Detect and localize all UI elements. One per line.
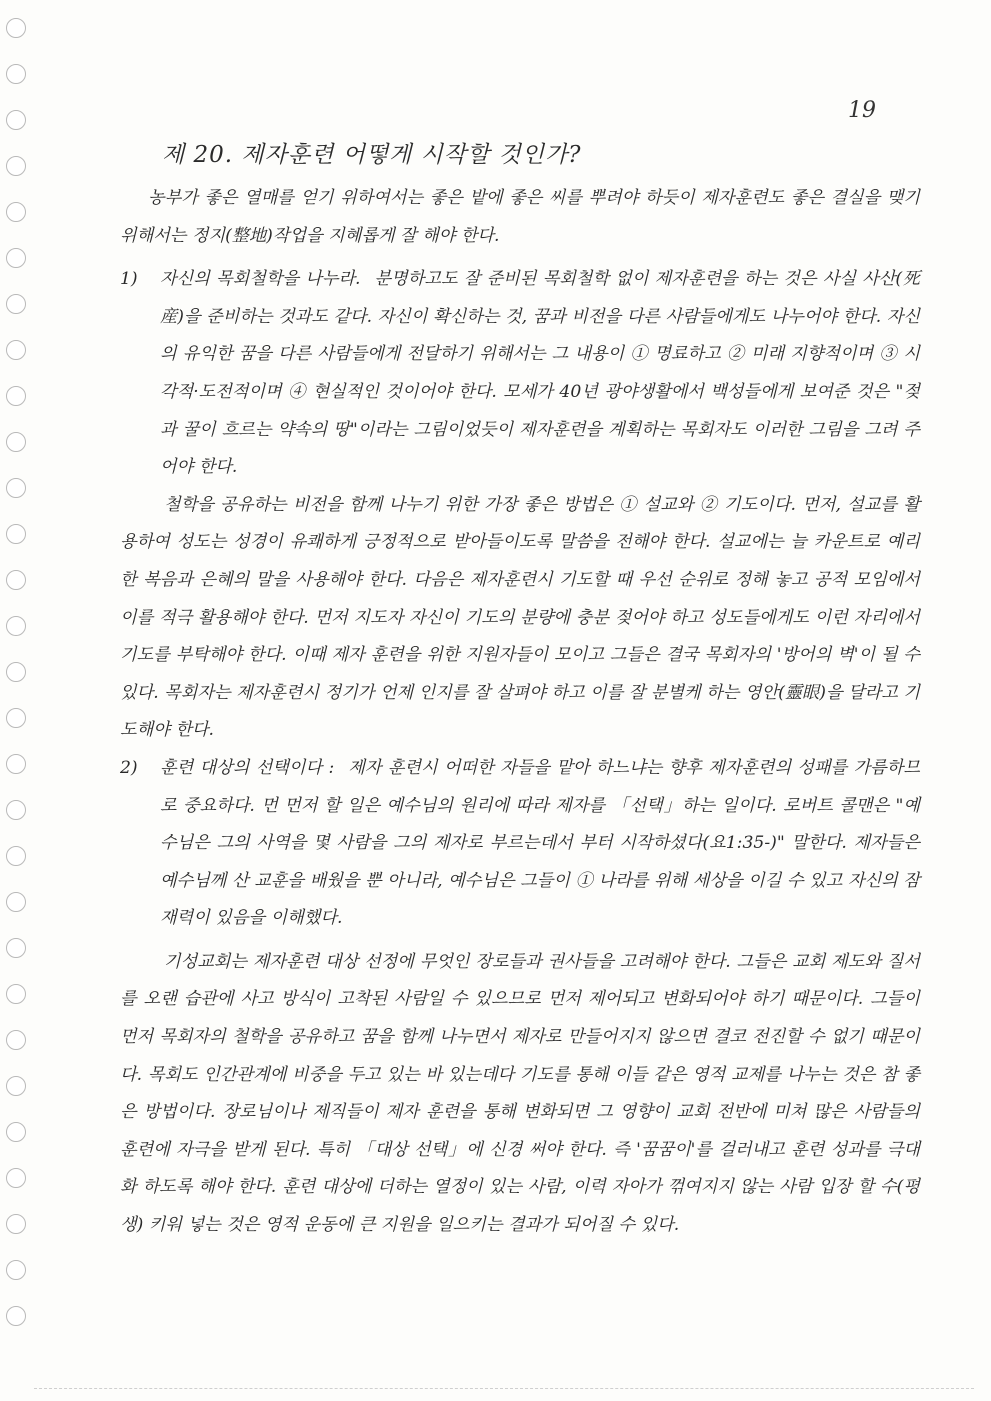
binder-hole <box>6 892 26 912</box>
section-2 <box>120 750 920 938</box>
binder-hole <box>6 754 26 774</box>
chapter-title: 제 20. 제자훈련 어떻게 시작할 것인가? <box>162 142 582 168</box>
binder-hole <box>6 846 26 866</box>
binder-hole <box>6 1122 26 1142</box>
section-paragraph: 제자 훈련시 어떠한 자들을 맡아 하느냐는 향후 제자훈련의 성패를 가름하므로 중요하다. 먼 먼저 할 일은 예수님의 원리에 따라 제자를 「선택」하는 일이다. 로버트 콜맨은 "예수님은 그의 사역을 몇 사람을 그의 제자로 부르는데서 부터 시작하셨다(요1:35-)" 말한다. 제자들은 예수님께 산 교훈을 배웠을 뿐 아니라, 예수님은 그들이 ① 나라를 위해 세상을 이길 수 있고 자신의 잠재력이 있음을 이해했다. <box>160 757 920 929</box>
page-edge-line <box>34 1388 974 1389</box>
section-paragraph: 기성교회는 제자훈련 대상 선정에 무엇인 장로들과 권사들을 고려해야 한다. 그들은 교회 제도와 질서를 오랜 습관에 사고 방식이 고착된 사람일 수 있으므로 먼저 제어되고 변화되어야 하기 때문이다. 그들이 먼저 목회자의 철학을 공유하고 꿈을 함께 나누면서 제자로 만들어지지 않으면 결코 전진할 수 없기 때문이다. 목회도 인간관계에 비중을 두고 있는 바 있는데다 기도를 통해 이들 같은 영적 교제를 나누는 것은 참 좋은 방법이다. 장로님이나 제직들이 제자 훈련을 통해 변화되면 그 영향이 교회 전반에 미쳐 많은 사람들의 훈련에 자극을 받게 된다. 특히 「대상 선택」에 신경 써야 한다. 즉 '꿈꿈이'를 걸러내고 훈련 성과를 극대화 하도록 해야 한다. 훈련 대상에 더하는 열정이 있는 사람, 이력 자아가 꺾여지지 않는 사람 입장 할 수(평생) 키워 넣는 것은 영적 운동에 큰 지원을 일으키는 결과가 되어질 수 있다. <box>120 951 920 1236</box>
binder-hole <box>6 1076 26 1096</box>
binder-hole <box>6 64 26 84</box>
binder-hole <box>6 340 26 360</box>
binder-hole <box>6 248 26 268</box>
page-number: 19 <box>848 98 876 123</box>
binder-hole <box>6 110 26 130</box>
binder-hole <box>6 1306 26 1326</box>
intro-paragraph: 농부가 좋은 열매를 얻기 위하여서는 좋은 밭에 좋은 씨를 뿌려야 하듯이 제자훈련도 좋은 결실을 맺기 위해서는 정지(整地)작업을 지혜롭게 잘 해야 한다. <box>120 188 920 246</box>
page-content <box>120 136 920 1245</box>
binder-hole <box>6 570 26 590</box>
binder-hole <box>6 202 26 222</box>
section-number: 2) <box>120 757 138 778</box>
binder-hole <box>6 18 26 38</box>
binder-hole <box>6 1030 26 1050</box>
binder-hole <box>6 1214 26 1234</box>
section-body <box>160 261 920 487</box>
section-heading: 자신의 목회철학을 나누라. <box>160 269 361 290</box>
binder-holes <box>6 18 30 1358</box>
section-body <box>160 750 920 938</box>
binder-hole <box>6 524 26 544</box>
binder-hole <box>6 432 26 452</box>
section-heading: 훈련 대상의 선택이다 : <box>160 757 335 778</box>
binder-hole <box>6 1168 26 1188</box>
binder-hole <box>6 984 26 1004</box>
section-paragraph: 분명하고도 잘 준비된 목회철학 없이 제자훈련을 하는 것은 사실 사산(死産)을 준비하는 것과도 같다. 자신이 확신하는 것, 꿈과 비전을 다른 사람들에게도 나누어야 한다. 자신의 유익한 꿈을 다른 사람들에게 전달하기 위해서는 그 내용이 ① 명료하고 ② 미래 지향적이며 ③ 시각적·도전적이며 ④ 현실적인 것이어야 한다. 모세가 40년 광야생활에서 백성들에게 보여준 것은 "젖과 꿀이 흐르는 약속의 땅"이라는 그림이었듯이 제자훈련을 계획하는 목회자도 이러한 그림을 그려 주어야 한다. <box>160 269 920 478</box>
binder-hole <box>6 800 26 820</box>
binder-hole <box>6 708 26 728</box>
binder-hole <box>6 1260 26 1280</box>
binder-hole <box>6 478 26 498</box>
section-paragraph: 철학을 공유하는 비전을 함께 나누기 위한 가장 좋은 방법은 ① 설교와 ② 기도이다. 먼저, 설교를 활용하여 성도는 성경이 유쾌하게 긍정적으로 받아들이도록 말씀을 전해야 한다. 설교에는 늘 카운트로 예리한 복음과 은혜의 말을 사용해야 한다. 다음은 제자훈련시 기도할 때 우선 순위로 정해 놓고 공적 모임에서 이를 적극 활용해야 한다. 먼저 지도자 자신이 기도의 분량에 충분 젖어야 하고 성도들에게도 이런 자리에서 기도를 부탁해야 한다. 이때 제자 훈련을 위한 지원자들이 모이고 그들은 결국 목회자의 '방어의 벽'이 될 수 있다. 목회자는 제자훈련시 정기가 언제 인지를 잘 살펴야 하고 이를 잘 분별케 하는 영안(靈眼)을 달라고 기도해야 한다. <box>120 494 920 741</box>
binder-hole <box>6 662 26 682</box>
binder-hole <box>6 386 26 406</box>
binder-hole <box>6 616 26 636</box>
binder-hole <box>6 938 26 958</box>
section-number: 1) <box>120 269 138 290</box>
binder-hole <box>6 294 26 314</box>
binder-hole <box>6 156 26 176</box>
section-1 <box>120 261 920 487</box>
